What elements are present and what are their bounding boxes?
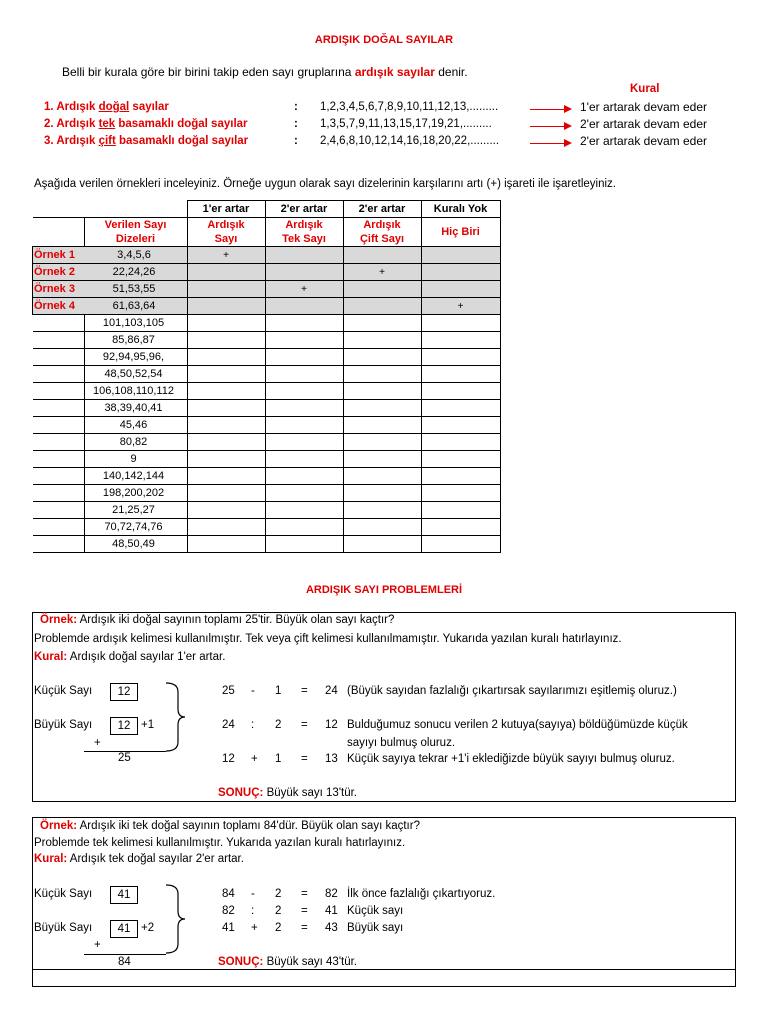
- seq-value: 48,50,52,54: [104, 368, 163, 380]
- col-header: Kuralı Yok: [421, 201, 500, 218]
- page-title: ARDIŞIK DOĞAL SAYILAR: [314, 34, 454, 46]
- answer-cell[interactable]: [343, 519, 421, 536]
- answer-cell[interactable]: [187, 349, 265, 366]
- answer-cell[interactable]: [187, 502, 265, 519]
- seq-cell: [33, 383, 188, 400]
- kural-label: Kural:: [34, 853, 68, 865]
- answer-cell[interactable]: [265, 502, 343, 519]
- intro-highlight: ardışık sayılar: [354, 65, 435, 79]
- example-label: Örnek 2: [34, 266, 75, 278]
- example-mark-cell: [343, 298, 421, 315]
- step-b: 1: [275, 753, 282, 765]
- rule-kural: 2'er artarak devam eder: [580, 117, 708, 131]
- step-op: -: [251, 685, 255, 697]
- step-b: 1: [275, 685, 282, 697]
- seq-value: 198,200,202: [102, 487, 165, 499]
- step-eq: =: [301, 888, 308, 900]
- example-seq-cell: [33, 298, 188, 315]
- example-mark-cell: +: [421, 298, 500, 315]
- example-row: [33, 264, 501, 281]
- seq-cell: [33, 536, 188, 553]
- example-mark-cell: [187, 298, 265, 315]
- problem-hint: Problemde ardışık kelimesi kullanılmıştır. Tek veya çift kelimesi kullanılmamıştır. Yukarıda yazılan kuralı hatırlayınız.: [34, 633, 622, 645]
- step-note: (Büyük sayıdan fazlalığı çıkartırsak sayılarımızı eşitlemiş oluruz.): [347, 685, 677, 697]
- answer-cell[interactable]: [265, 536, 343, 553]
- rule-number: 2.: [44, 118, 54, 130]
- kucuk-label: Küçük Sayı: [34, 888, 93, 900]
- sum-line: [84, 954, 166, 955]
- rule-colon: :: [294, 118, 298, 130]
- sequence-table: [32, 200, 501, 553]
- answer-cell[interactable]: [187, 315, 265, 332]
- seq-cell: [33, 400, 188, 417]
- step-eq: =: [301, 719, 308, 731]
- buyuk-value-box: 41: [110, 920, 138, 938]
- rule-number: 1.: [44, 101, 54, 113]
- sub-header: [187, 218, 265, 247]
- step-a: 24: [222, 719, 235, 731]
- sub-header: [265, 218, 343, 247]
- example-mark-cell: +: [343, 264, 421, 281]
- seq-value: 140,142,144: [102, 470, 165, 482]
- sub-header-line: Ardışık: [207, 219, 245, 231]
- sonuc-line: [218, 787, 357, 799]
- answer-cell[interactable]: [187, 468, 265, 485]
- seq-value: 106,108,110,112: [93, 385, 174, 397]
- answer-cell[interactable]: [265, 349, 343, 366]
- example-label: Örnek 1: [34, 249, 75, 261]
- example-seq: 22,24,26: [112, 266, 156, 278]
- example-mark-cell: [187, 281, 265, 298]
- rule-label-underlined: çift: [98, 135, 116, 147]
- sub-header-line: Ardışık: [363, 219, 401, 231]
- answer-cell[interactable]: [265, 383, 343, 400]
- sonuc-text: Büyük sayı 43'tür.: [266, 956, 357, 968]
- problem1-kural-line: [34, 651, 225, 663]
- example-mark-cell: [421, 264, 500, 281]
- seq-value: 80,82: [119, 436, 148, 448]
- answer-cell[interactable]: [421, 502, 500, 519]
- answer-cell[interactable]: [187, 332, 265, 349]
- buyuk-suffix: +1: [141, 719, 155, 731]
- example-row: [33, 281, 501, 298]
- example-mark-cell: +: [187, 247, 265, 264]
- step-a: 41: [222, 922, 235, 934]
- example-row: [33, 298, 501, 315]
- answer-cell[interactable]: [421, 451, 500, 468]
- example-mark-cell: [265, 247, 343, 264]
- answer-cell[interactable]: [187, 383, 265, 400]
- ornek-label: Örnek:: [40, 820, 78, 832]
- step-a: 82: [222, 905, 235, 917]
- table-row: [33, 485, 501, 502]
- answer-cell[interactable]: [265, 519, 343, 536]
- col-header: 2'er artar: [265, 201, 343, 218]
- rule-label-underlined: tek: [98, 118, 116, 130]
- rule-label-part: Ardışık: [56, 101, 99, 113]
- step-result: 24: [325, 685, 338, 697]
- step-result: 43: [325, 922, 338, 934]
- example-row: [33, 247, 501, 264]
- step-result: 12: [325, 719, 338, 731]
- seq-cell: [33, 519, 188, 536]
- step-op: :: [251, 719, 255, 731]
- answer-cell[interactable]: [421, 485, 500, 502]
- answer-cell[interactable]: [265, 400, 343, 417]
- seq-cell: [33, 451, 188, 468]
- table-row: [33, 349, 501, 366]
- col0-header-line: Verilen Sayı: [104, 219, 167, 231]
- seq-cell: [33, 502, 188, 519]
- seq-cell: [33, 434, 188, 451]
- table-row: [33, 383, 501, 400]
- sub-header-line: Tek Sayı: [282, 233, 326, 245]
- sonuc-line: [218, 956, 357, 968]
- problem-hint: Problemde tek kelimesi kullanılmıştır. Yukarıda yazılan kuralı hatırlayınız.: [34, 837, 406, 849]
- table-row: [33, 366, 501, 383]
- kucuk-value-box: 41: [110, 886, 138, 904]
- box-divider: [32, 969, 735, 970]
- answer-cell[interactable]: [343, 349, 421, 366]
- table-row: [33, 519, 501, 536]
- kural-header: Kural: [630, 83, 660, 95]
- step-result: 41: [325, 905, 338, 917]
- answer-cell[interactable]: [265, 315, 343, 332]
- answer-cell[interactable]: [421, 519, 500, 536]
- example-mark-cell: [187, 264, 265, 281]
- answer-cell[interactable]: [421, 468, 500, 485]
- example-seq-cell: [33, 264, 188, 281]
- table-row: [33, 434, 501, 451]
- answer-cell[interactable]: [343, 332, 421, 349]
- answer-cell[interactable]: [343, 400, 421, 417]
- step-eq: =: [301, 922, 308, 934]
- problem2-kural-line: [34, 853, 244, 865]
- seq-cell: [33, 468, 188, 485]
- example-mark-cell: +: [265, 281, 343, 298]
- rule-colon: :: [294, 101, 298, 113]
- sub-header-line: Ardışık: [285, 219, 323, 231]
- table-row: [33, 451, 501, 468]
- example-seq-cell: [33, 247, 188, 264]
- problem1-question-line: [40, 614, 394, 626]
- answer-cell[interactable]: [265, 485, 343, 502]
- sonuc-label: SONUÇ:: [218, 787, 264, 799]
- answer-cell[interactable]: [187, 400, 265, 417]
- answer-cell[interactable]: [343, 502, 421, 519]
- empty-cell: [33, 201, 188, 218]
- example-seq: 61,63,64: [112, 300, 156, 312]
- arrow-icon: [530, 109, 570, 110]
- table-row: [33, 332, 501, 349]
- total-value: 84: [118, 956, 131, 968]
- rule-label-part: basamaklı doğal sayılar: [115, 135, 249, 147]
- buyuk-value-box: 12: [110, 717, 138, 735]
- example-label: Örnek 4: [34, 300, 75, 312]
- kucuk-value-box: 12: [110, 683, 138, 701]
- example-seq-cell: [33, 281, 188, 298]
- example-mark-cell: [265, 298, 343, 315]
- rule-label: [44, 101, 169, 113]
- answer-cell[interactable]: [343, 366, 421, 383]
- step-note: İlk önce fazlalığı çıkartıyoruz.: [347, 888, 496, 900]
- seq-value: 45,46: [119, 419, 148, 431]
- rule-kural: 1'er artarak devam eder: [580, 100, 708, 114]
- buyuk-label: Büyük Sayı: [34, 922, 93, 934]
- step-a: 84: [222, 888, 235, 900]
- problem-question: Ardışık iki doğal sayının toplamı 25'tir. Büyük olan sayı kaçtır?: [79, 614, 395, 626]
- answer-cell[interactable]: [343, 417, 421, 434]
- seq-value: 92,94,95,96,: [102, 351, 165, 363]
- step-note: Küçük sayıya tekrar +1'i eklediğizde büyük sayıyı bulmuş oluruz.: [347, 753, 675, 765]
- step-note: Bulduğumuz sonucu verilen 2 kutuya(sayıya) böldüğümüzde küçük: [347, 719, 688, 731]
- answer-cell[interactable]: [265, 451, 343, 468]
- table-row: [33, 417, 501, 434]
- rule-label-part: Ardışık: [56, 118, 99, 130]
- answer-cell[interactable]: [421, 400, 500, 417]
- answer-cell[interactable]: [421, 417, 500, 434]
- answer-cell[interactable]: [343, 315, 421, 332]
- seq-value: 85,86,87: [112, 334, 155, 346]
- step-op: +: [251, 753, 258, 765]
- brace-icon: [164, 884, 186, 954]
- step-b: 2: [275, 922, 282, 934]
- answer-cell[interactable]: [265, 434, 343, 451]
- answer-cell[interactable]: [265, 332, 343, 349]
- answer-cell[interactable]: [187, 536, 265, 553]
- sub-header: [343, 218, 421, 247]
- example-label: Örnek 3: [34, 283, 75, 295]
- answer-cell[interactable]: [187, 366, 265, 383]
- answer-cell[interactable]: [187, 451, 265, 468]
- step-note-cont: sayıyı bulmuş oluruz.: [347, 737, 456, 749]
- table-row: [33, 502, 501, 519]
- problems-title: ARDIŞIK SAYI PROBLEMLERİ: [305, 584, 463, 596]
- answer-cell[interactable]: [265, 417, 343, 434]
- rule-label-part: sayılar: [129, 101, 169, 113]
- plus-sign: +: [94, 737, 101, 749]
- kural-label: Kural:: [34, 651, 68, 663]
- seq-cell: [33, 315, 188, 332]
- step-a: 12: [222, 753, 235, 765]
- answer-cell[interactable]: [343, 383, 421, 400]
- intro-text: [62, 65, 468, 79]
- answer-cell[interactable]: [187, 434, 265, 451]
- sonuc-label: SONUÇ:: [218, 956, 264, 968]
- step-b: 2: [275, 719, 282, 731]
- answer-cell[interactable]: [421, 332, 500, 349]
- table-row: [33, 400, 501, 417]
- step-note: Küçük sayı: [347, 905, 404, 917]
- step-eq: =: [301, 685, 308, 697]
- seq-value: 21,25,27: [112, 504, 155, 516]
- brace-icon: [164, 682, 186, 752]
- answer-cell[interactable]: [187, 485, 265, 502]
- step-op: :: [251, 905, 255, 917]
- intro-after: denir.: [434, 65, 468, 79]
- seq-cell: [33, 417, 188, 434]
- rule-number: 3.: [44, 135, 54, 147]
- rule-label-underlined: doğal: [98, 101, 130, 113]
- answer-cell[interactable]: [265, 366, 343, 383]
- example-mark-cell: [421, 281, 500, 298]
- total-value: 25: [118, 752, 131, 764]
- answer-cell[interactable]: [421, 315, 500, 332]
- answer-cell[interactable]: [343, 451, 421, 468]
- sub-header-line: Sayı: [214, 233, 238, 245]
- answer-cell[interactable]: [265, 468, 343, 485]
- answer-cell[interactable]: [421, 434, 500, 451]
- rule-colon: :: [294, 135, 298, 147]
- sub-header-line: Çift Sayı: [359, 233, 404, 245]
- sonuc-text: Büyük sayı 13'tür.: [266, 787, 357, 799]
- seq-cell: [33, 332, 188, 349]
- answer-cell[interactable]: [343, 485, 421, 502]
- rule-label: [44, 135, 248, 147]
- rule-sequence: 2,4,6,8,10,12,14,16,18,20,22,.........: [320, 135, 500, 147]
- answer-cell[interactable]: [343, 536, 421, 553]
- step-a: 25: [222, 685, 235, 697]
- col0-header-line: Dizeleri: [115, 233, 156, 245]
- step-result: 13: [325, 753, 338, 765]
- rule-label: [44, 118, 248, 130]
- seq-value: 38,39,40,41: [104, 402, 163, 414]
- step-eq: =: [301, 905, 308, 917]
- kucuk-label: Küçük Sayı: [34, 685, 93, 697]
- step-eq: =: [301, 753, 308, 765]
- col-header: 2'er artar: [343, 201, 421, 218]
- problem-question: Ardışık iki tek doğal sayının toplamı 84'dür. Büyük olan sayı kaçtır?: [79, 820, 420, 832]
- intro-before: Belli bir kurala göre bir birini takip eden sayı gruplarına: [62, 65, 355, 79]
- step-note: Büyük sayı: [347, 922, 404, 934]
- rule-sequence: 1,2,3,4,5,6,7,8,9,10,11,12,13,.........: [320, 101, 499, 113]
- step-op: -: [251, 888, 255, 900]
- buyuk-suffix: +2: [141, 922, 155, 934]
- step-op: +: [251, 922, 258, 934]
- rule-kural: 2'er artarak devam eder: [580, 134, 708, 148]
- answer-cell[interactable]: [421, 366, 500, 383]
- answer-cell[interactable]: [421, 349, 500, 366]
- step-b: 2: [275, 888, 282, 900]
- arrow-icon: [530, 126, 570, 127]
- step-result: 82: [325, 888, 338, 900]
- table-row: [33, 536, 501, 553]
- sub-header-line: Hiç Biri: [441, 226, 480, 238]
- answer-cell[interactable]: [421, 383, 500, 400]
- answer-cell[interactable]: [187, 417, 265, 434]
- step-b: 2: [275, 905, 282, 917]
- example-mark-cell: [265, 264, 343, 281]
- seq-value: 101,103,105: [102, 317, 165, 329]
- kural-text: Ardışık doğal sayılar 1'er artar.: [69, 651, 226, 663]
- table-row: [33, 468, 501, 485]
- arrow-icon: [530, 143, 570, 144]
- plus-sign: +: [94, 939, 101, 951]
- answer-cell[interactable]: [343, 468, 421, 485]
- buyuk-label: Büyük Sayı: [34, 719, 93, 731]
- problem2-question-line: [40, 820, 420, 832]
- rule-sequence: 1,3,5,7,9,11,13,15,17,19,21,.........: [320, 118, 492, 130]
- sub-header: [421, 218, 500, 247]
- answer-cell[interactable]: [343, 434, 421, 451]
- col0-header: [33, 218, 188, 247]
- kural-text: Ardışık tek doğal sayılar 2'er artar.: [69, 853, 244, 865]
- example-seq: 3,4,5,6: [117, 249, 151, 261]
- seq-cell: [33, 366, 188, 383]
- example-mark-cell: [343, 281, 421, 298]
- example-mark-cell: [343, 247, 421, 264]
- rule-label-part: Ardışık: [56, 135, 99, 147]
- rule-label-part: basamaklı doğal sayılar: [115, 118, 248, 130]
- ornek-label: Örnek:: [40, 614, 78, 626]
- example-seq: 51,53,55: [112, 283, 156, 295]
- answer-cell[interactable]: [187, 519, 265, 536]
- seq-value: 70,72,74,76: [104, 521, 163, 533]
- answer-cell[interactable]: [421, 536, 500, 553]
- seq-cell: [33, 485, 188, 502]
- example-mark-cell: [421, 247, 500, 264]
- col-header: 1'er artar: [187, 201, 265, 218]
- seq-cell: [33, 349, 188, 366]
- seq-value: 9: [130, 453, 137, 465]
- seq-value: 48,50,49: [112, 538, 155, 550]
- table-row: [33, 315, 501, 332]
- instruction-text: Aşağıda verilen örnekleri inceleyiniz. Örneğe uygun olarak sayı dizelerinin karşılarını artı (+) işareti ile işaretleyiniz.: [34, 178, 616, 190]
